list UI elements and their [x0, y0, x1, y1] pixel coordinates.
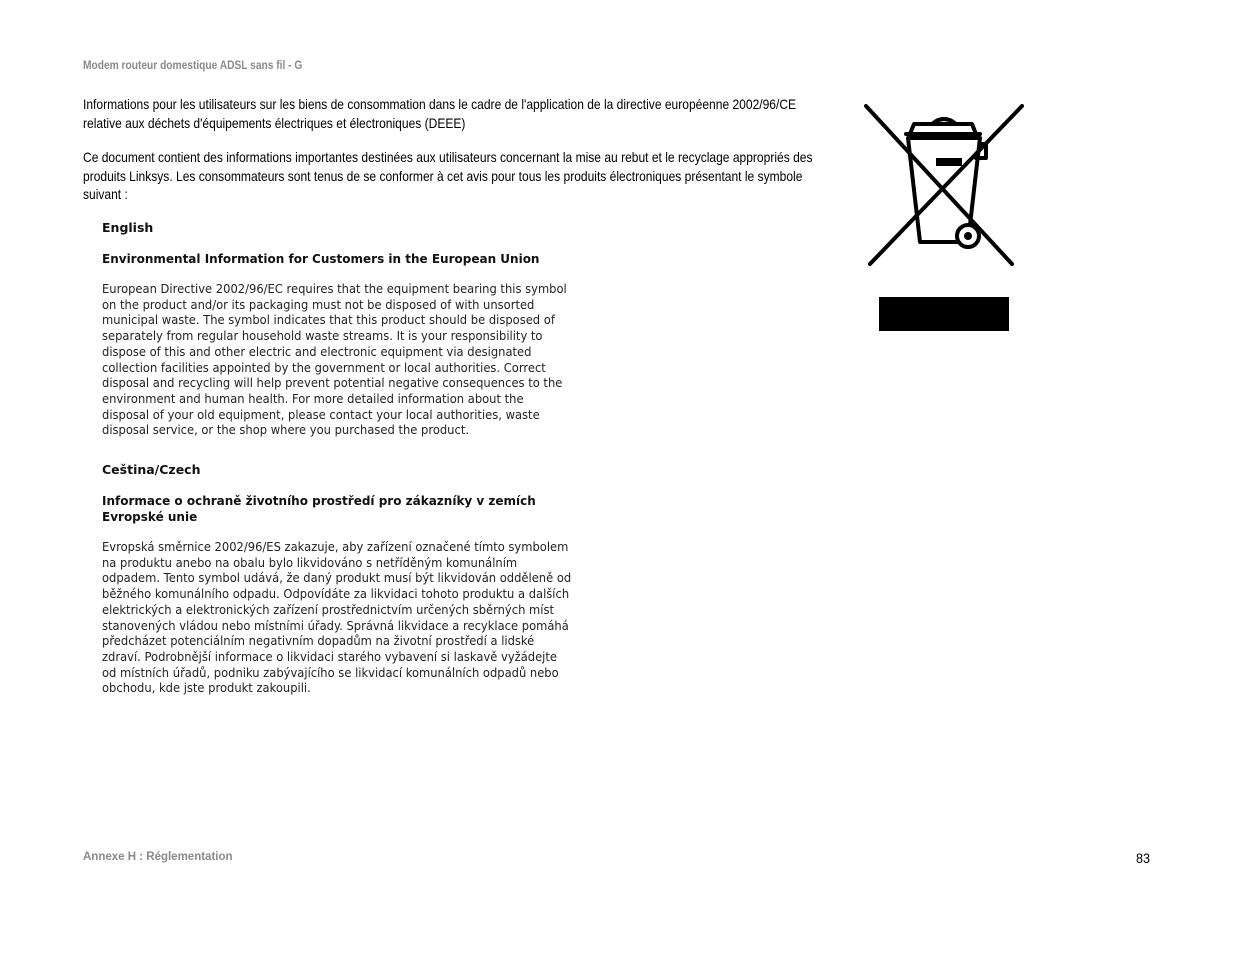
weee-crossed-out-bin-icon	[862, 102, 1026, 268]
intro-text	[83, 95, 823, 220]
footer-section-label: Annexe H : Réglementation	[83, 851, 233, 863]
section-body-czech: Evropská směrnice 2002/96/ES zakazuje, aby zařízení označené tímto symbolem na produktu anebo na obalu bylo likvidováno s netříděným komunálním odpadem. Tento symbol udává, že daný produkt musí být likvidován odděleně od běžného komunálního odpadu. Odpovídáte za likvidaci tohoto produktu a dalších elektrických a elektronických zařízení prostřednictvím určených sběrných míst stanovených vládou nebo místními úřady. Správná likvidace a recyklace pomáhá předcházet potenciálním negativním dopadům na životní prostředí a lidské zdraví. Podrobnější informace o likvidaci starého vybavení si laskavě vyžádejte od místních úřadů, podniku zabývajícího se likvidací komunálních odpadů nebo obchodu, kde jste produkt zakoupili.	[102, 540, 572, 696]
section-language-czech: Ceština/Czech	[102, 462, 201, 478]
page-header-title: Modem routeur domestique ADSL sans fil - G	[83, 58, 303, 72]
section-body-english: European Directive 2002/96/EC requires that the equipment bearing this symbol on the product and/or its packaging must not be disposed of with unsorted municipal waste. The symbol indicates that this product should be disposed of separately from regular household waste streams. It is your responsibility to dispose of this and other electric and electronic equipment via designated collection facilities appointed by the government or local authorities. Correct disposal and recycling will help prevent potential negative consequences to the environment and human health. For more detailed information about the disposal of your old equipment, please contact your local authorities, waste disposal service, or the shop where you purchased the product.	[102, 282, 567, 438]
intro-paragraph-2: Ce document contient des informations importantes destinées aux utilisateurs concernant la mise au rebut et le recyclage appropriés des produits Linksys. Les consommateurs sont tenus de se conformer à cet avis pour tous les produits électroniques présentant le symbole suivant :	[83, 149, 813, 202]
section-language-english: English	[102, 220, 154, 235]
page-number: 83	[1136, 850, 1151, 866]
weee-notice-scan	[102, 220, 602, 697]
section-heading-czech: Informace o ochraně životního prostředí pro zákazníky v zemích Evropské unie	[102, 494, 536, 525]
weee-black-bar	[879, 297, 1009, 331]
intro-paragraph-1: Informations pour les utilisateurs sur les biens de consommation dans le cadre de l'application de la directive européenne 2002/96/CE relative aux déchets d'équipements électriques et électroniques (DEEE)	[83, 96, 797, 131]
section-heading-english: Environmental Information for Customers in the European Union	[102, 252, 540, 266]
